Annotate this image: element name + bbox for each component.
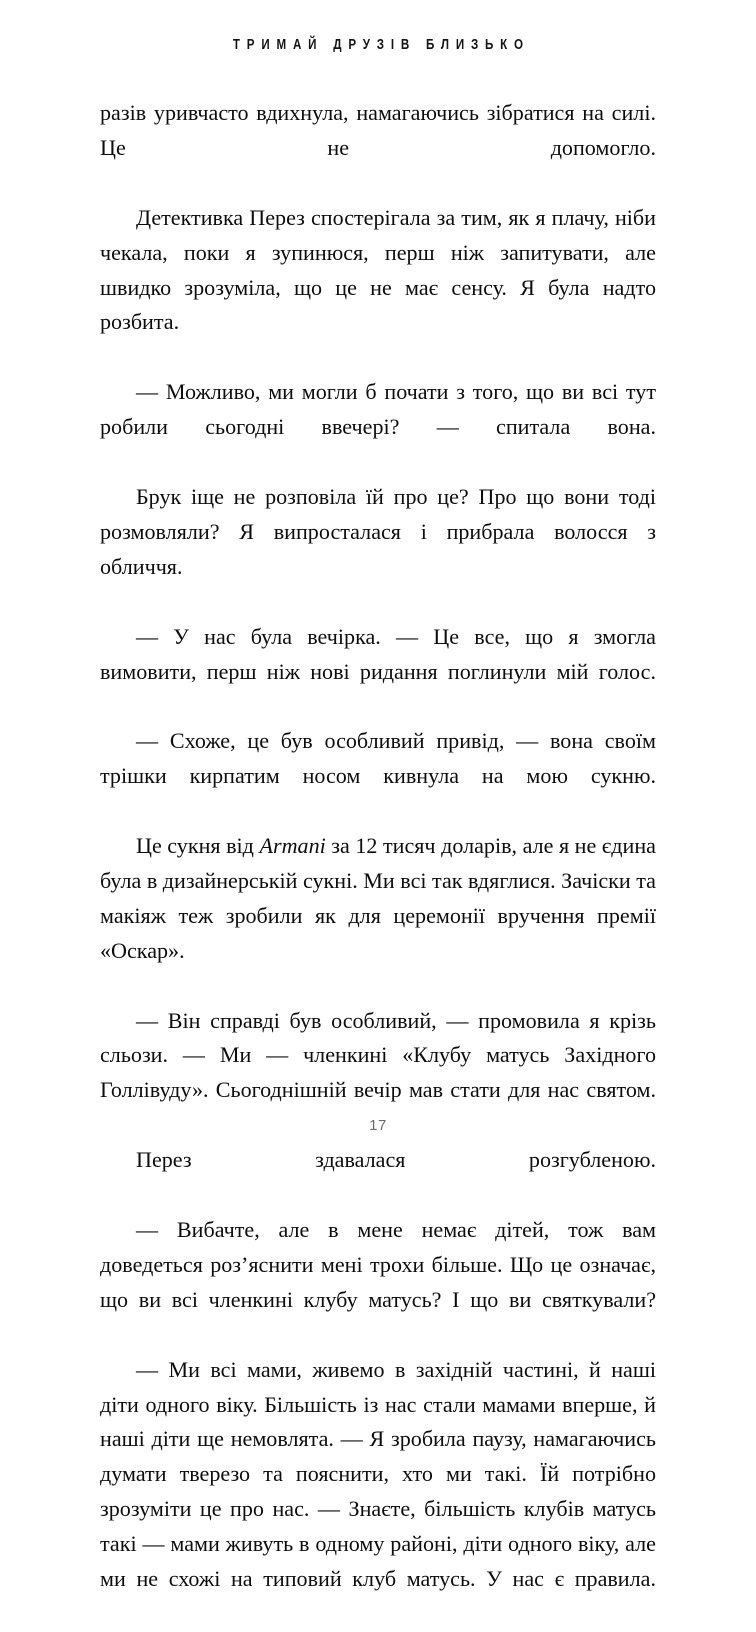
page-number: 17 <box>369 1117 387 1134</box>
running-head: ТРИМАЙ ДРУЗІВ БЛИЗЬКО <box>232 37 530 53</box>
brand-name-italic: Armani <box>259 833 326 859</box>
paragraph: — Схоже, це був особливий привід, — вона своїм трішки кирпатим носом кивнула на мою сукню. <box>100 728 656 789</box>
paragraph: Брук іще не розповіла їй про це? Про що вони тоді розмовляли? Я випросталася і прибрала волосся з обличчя. <box>100 483 656 579</box>
paragraph: Перез здавалася розгубленою. <box>136 1147 656 1173</box>
paragraph: — Можливо, ми могли б почати з того, що ви всі тут робили сьогодні ввечері? — спитала вона. <box>100 379 656 440</box>
body-text-block <box>100 96 656 1632</box>
paragraph: — У нас була вечірка. — Це все, що я змогла вимовити, перш ніж нові ридання поглинули мій голос. <box>100 623 656 684</box>
paragraph: — Ми всі мами, живемо в західній частині, й наші діти одного віку. Більшість із нас стали мамами вперше, й наші діти ще немовлята. — Я зробила паузу, намагаючись думати тверезо та пояснити, хто ми такі. Їй потрібно зрозуміти це про нас. — Знаєте, більшість клубів матусь такі — мами живуть в одному районі, діти одного віку, але ми не схожі на типовий клуб матусь. У нас є правила. <box>100 1356 656 1592</box>
paragraph: — Вибачте, але в мене немає дітей, тож вам доведеться роз’яснити мені трохи більше. Що це означає, що ви всі членкині клубу матусь? І що ви святкували? <box>100 1217 656 1312</box>
paragraph: разів уривчасто вдихнула, намагаючись зібратися на силі. Це не допомогло. <box>100 100 656 160</box>
text-segment: Це сукня від <box>136 833 260 859</box>
paragraph-with-italic-brand <box>100 829 656 1004</box>
text-segment: за 12 тисяч доларів, але я не єдина була в дизайнерській сукні. Ми всі так вдяглися. Зачіски та макіяж теж зробили як для церемонії вручення премії «Оскар». <box>100 833 656 963</box>
paragraph: — Він справді був особливий, — промовила я крізь сльози. — Ми — членкині «Клубу матусь Західного Голлівуду». Сьогоднішній вечір мав стати для нас святом. <box>100 1007 656 1103</box>
paragraph: Детективка Перез спостерігала за тим, як я плачу, ніби чекала, поки я зупинюся, перш ніж запитувати, але швидко зрозуміла, що це не має сенсу. Я була надто розбита. <box>100 204 656 335</box>
